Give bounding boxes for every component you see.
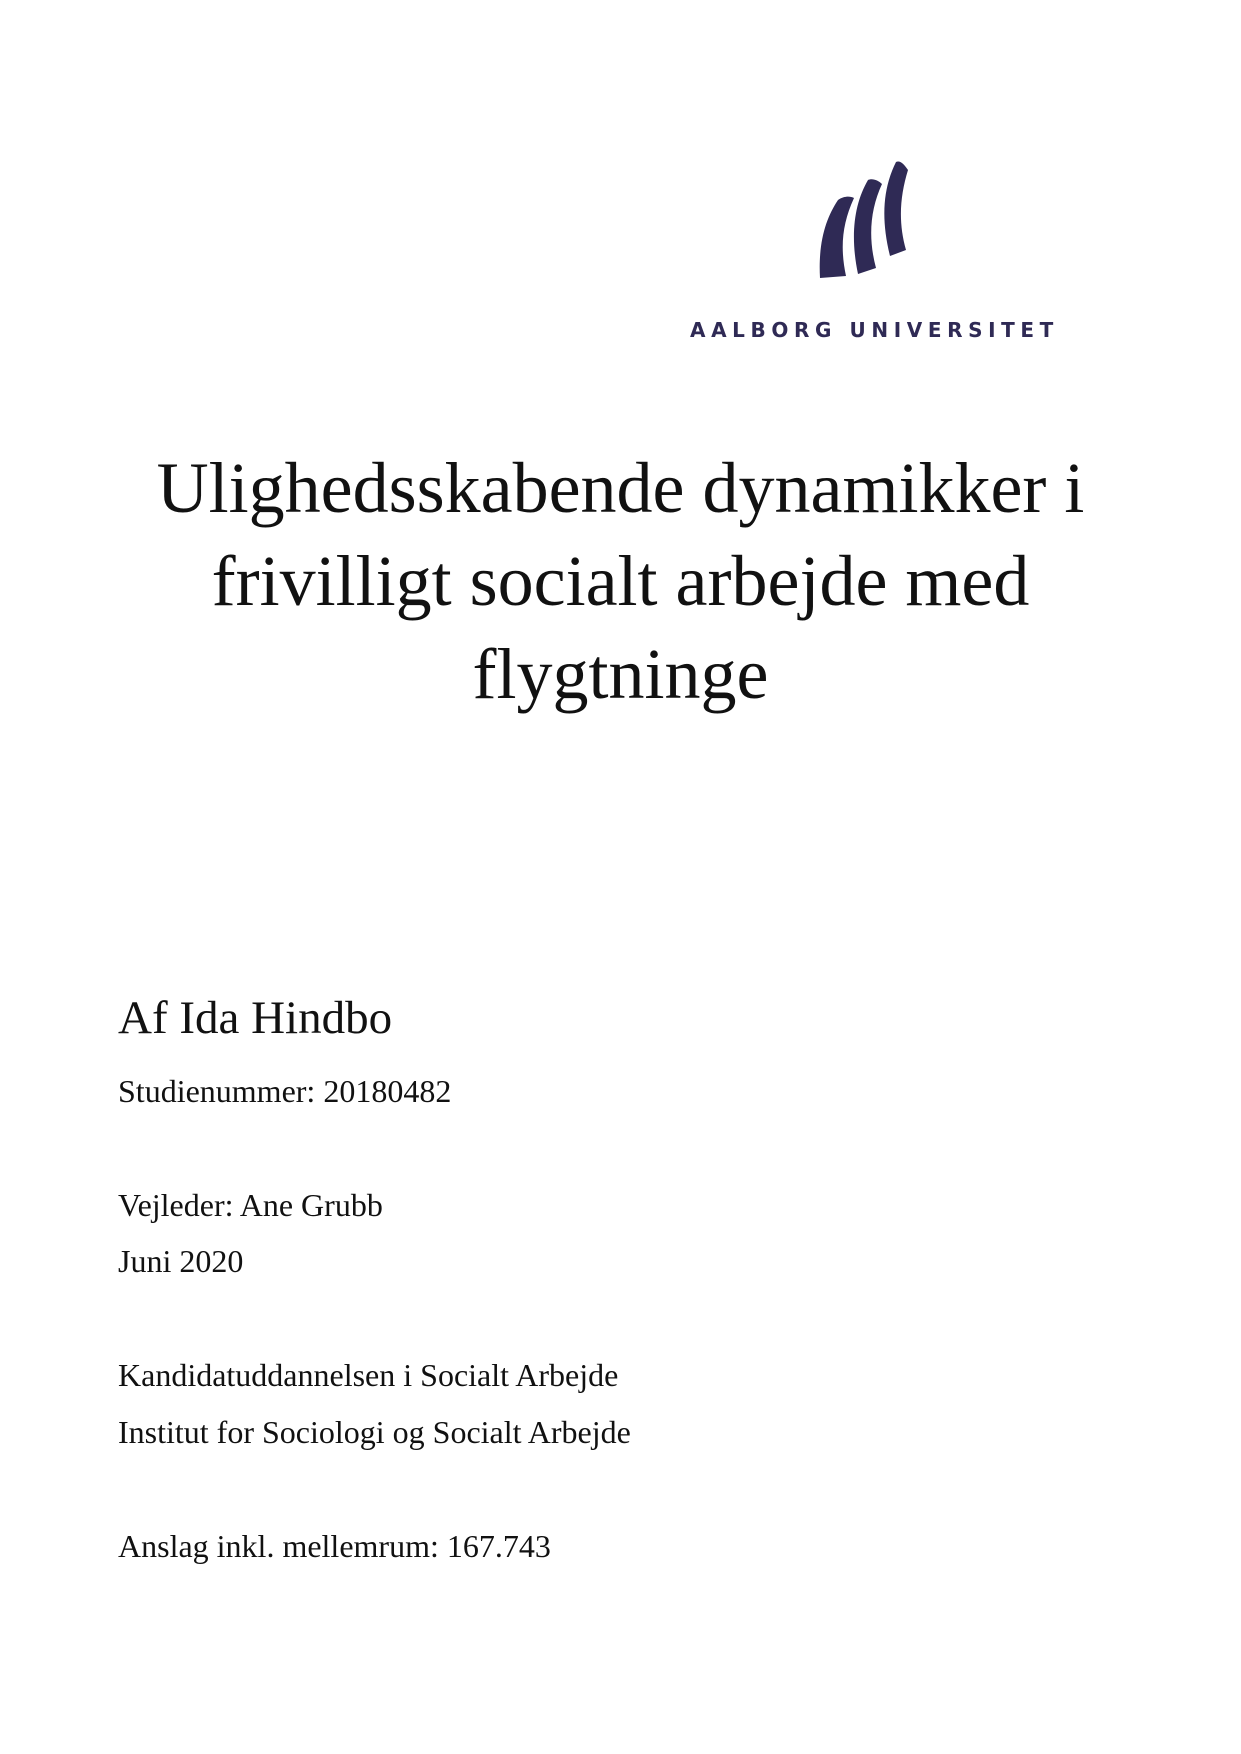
supervisor: Vejleder: Ane Grubb [118, 1187, 383, 1223]
thesis-title [100, 442, 1141, 721]
institute-name: Institut for Sociologi og Socialt Arbejde [118, 1414, 631, 1450]
university-logo [690, 160, 1059, 350]
thesis-title-line-2: frivilligt socialt arbejde med [211, 541, 1030, 621]
university-name: AALBORG UNIVERSITET [690, 318, 1059, 342]
university-emblem-icon [810, 160, 920, 280]
author-name: Af Ida Hindbo [118, 992, 393, 1044]
programme-name: Kandidatuddannelsen i Socialt Arbejde [118, 1357, 619, 1393]
thesis-title-line-1: Ulighedsskabende dynamikker i [156, 448, 1085, 528]
student-number: Studienummer: 20180482 [118, 1073, 452, 1109]
submission-date: Juni 2020 [118, 1243, 244, 1279]
thesis-title-line-3: flygtninge [472, 634, 769, 714]
character-count: Anslag inkl. mellemrum: 167.743 [118, 1528, 551, 1564]
